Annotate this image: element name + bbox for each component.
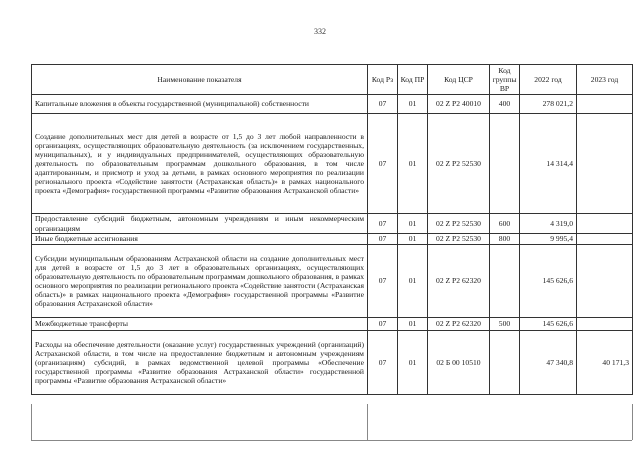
row-2022: 145 626,6 (520, 318, 577, 331)
row-name: Создание дополнительных мест для детей в возрасте от 1,5 до 3 лет любой направленности в организациях, осуществляющих образовательную деятельность (за исключением государственных, муниципальных), и у индивидуальных предпринимателей, осуществляющих образовательную деятельность по образовательным программам дошкольного образования, в том числе адаптированным, и присмотр и уход за детьми, в рамках основного мероприятия по реализации регионального проекта «Содействие занятости (Астраханская область)» в рамках национального проекта «Демография» государственной программы «Развитие образования Астраханской области» (32, 114, 368, 214)
row-rz: 07 (368, 234, 398, 245)
row-vr (490, 331, 520, 395)
row-rz: 07 (368, 331, 398, 395)
row-2022: 9 995,4 (520, 234, 577, 245)
header-csr: Код ЦСР (428, 65, 490, 95)
row-pr: 01 (398, 331, 428, 395)
row-2023 (577, 234, 633, 245)
row-vr (490, 114, 520, 214)
column-divider (367, 404, 368, 440)
table-row (32, 214, 633, 234)
table-row (32, 245, 633, 318)
row-name: Капитальные вложения в объекты государственной (муниципальной) собственности (32, 95, 368, 114)
row-pr: 01 (398, 234, 428, 245)
page-bottom-divider (31, 440, 632, 441)
table-row (32, 95, 633, 114)
row-2022: 14 314,4 (520, 114, 577, 214)
row-rz: 07 (368, 114, 398, 214)
row-2022: 4 319,0 (520, 214, 577, 234)
row-csr: 02 Z P2 40010 (428, 95, 490, 114)
header-vr: Код группы ВР (490, 65, 520, 95)
table-row (32, 331, 633, 395)
row-2023 (577, 245, 633, 318)
row-vr: 800 (490, 234, 520, 245)
row-name: Иные бюджетные ассигнования (32, 234, 368, 245)
row-2023 (577, 214, 633, 234)
row-csr: 02 Z P2 52530 (428, 234, 490, 245)
row-pr: 01 (398, 318, 428, 331)
row-2023 (577, 95, 633, 114)
row-name: Субсидии муниципальным образованиям Астраханской области на создание дополнительных мест для детей в возрасте от 1,5 до 3 лет в образовательных организациях, осуществляющих образовательную деятельность по образовательным программам дошкольного образования, в рамках основного мероприятия по реализации регионального проекта «Содействие занятости (Астраханская область)» в рамках национального проекта «Демография» государственной программы «Развитие образования Астраханской области» (32, 245, 368, 318)
row-csr: 02 Z P2 52530 (428, 114, 490, 214)
header-name: Наименование показателя (32, 65, 368, 95)
row-csr: 02 Z P2 62320 (428, 245, 490, 318)
header-pr: Код ПР (398, 65, 428, 95)
column-divider (632, 404, 633, 440)
row-csr: 02 Z P2 52530 (428, 214, 490, 234)
row-vr (490, 245, 520, 318)
row-rz: 07 (368, 318, 398, 331)
budget-table (31, 64, 633, 395)
row-csr: 02 Б 00 10510 (428, 331, 490, 395)
page-number: 332 (314, 27, 326, 36)
column-divider (31, 404, 32, 440)
row-pr: 01 (398, 95, 428, 114)
row-2023 (577, 114, 633, 214)
header-rz: Код Рз (368, 65, 398, 95)
row-pr: 01 (398, 245, 428, 318)
row-vr: 400 (490, 95, 520, 114)
row-2022: 278 021,2 (520, 95, 577, 114)
row-rz: 07 (368, 214, 398, 234)
table-row (32, 318, 633, 331)
row-name: Предоставление субсидий бюджетным, автономным учреждениям и иным некоммерческим организациям (32, 214, 368, 234)
row-rz: 07 (368, 245, 398, 318)
row-rz: 07 (368, 95, 398, 114)
row-csr: 02 Z P2 62320 (428, 318, 490, 331)
row-name: Расходы на обеспечение деятельности (оказание услуг) государственных учреждений (организаций) Астраханской области, в том числе на предоставление бюджетным и автономным учреждениям (организациям) субсидий, в рамках ведомственной целевой программы «Обеспечение государственной программы «Развитие образования Астраханской области» государственной программы «Развитие образования Астраханской области» (32, 331, 368, 395)
row-2023: 40 171,3 (577, 331, 633, 395)
row-vr: 500 (490, 318, 520, 331)
row-pr: 01 (398, 114, 428, 214)
header-2023: 2023 год (577, 65, 633, 95)
row-name: Межбюджетные трансферты (32, 318, 368, 331)
header-2022: 2022 год (520, 65, 577, 95)
row-vr: 600 (490, 214, 520, 234)
row-2022: 47 340,8 (520, 331, 577, 395)
row-2023 (577, 318, 633, 331)
table-row (32, 114, 633, 214)
row-pr: 01 (398, 214, 428, 234)
budget-table-container (31, 64, 632, 395)
row-2022: 145 626,6 (520, 245, 577, 318)
table-header-row (32, 65, 633, 95)
table-row (32, 234, 633, 245)
